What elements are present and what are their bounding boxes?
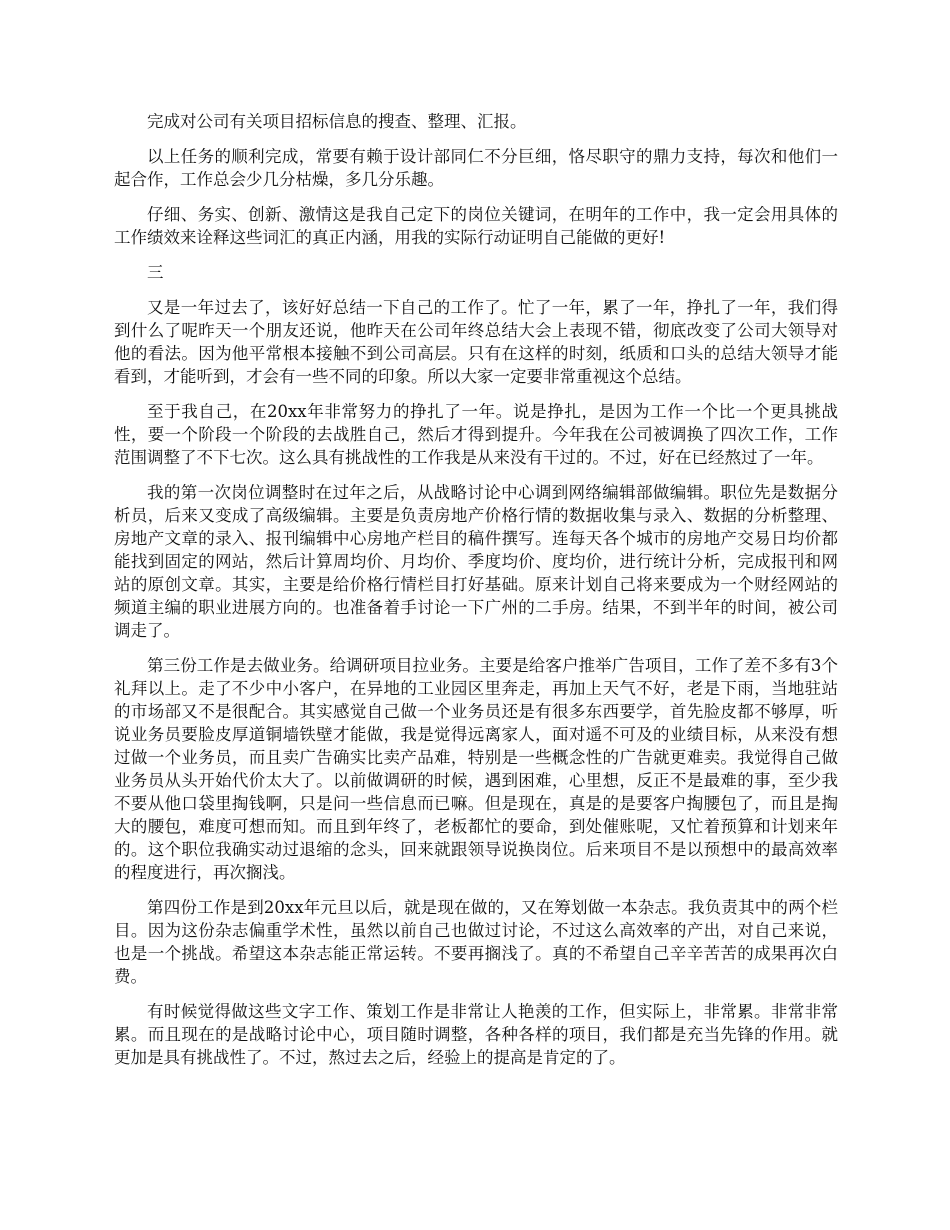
paragraph-7: 第三份工作是去做业务。给调研项目拉业务。主要是给客户推举广告项目，工作了差不多有3个礼拜以上。走了不少中小客户，在异地的工业园区里奔走，再加上天气不好，老是下雨，当地驻站的市场部又不是很配合。其实感觉自己做一个业务员还是有很多东西要学，首先脸皮都不够厚，听说业务员要脸皮厚道铜墙铁壁才能做，我是觉得远离家人，面对遥不可及的业绩目标，从来没有想过做一个业务员，而且卖广告确实比卖产品难，特别是一些概念性的广告就更难卖。我觉得自己做业务员从头开始代价太大了。以前做调研的时候，遇到困难，心里想，反正不是最难的事，至少我不要从他口袋里掏钱啊，只是问一些信息而已嘛。但是现在，真是的是要客户掏腰包了，而且是掏大的腰包，难度可想而知。而且到年终了，老板都忙的要命，到处催账呢，又忙着预算和计划来年的。这个职位我确实动过退缩的念头，回来就跟领导说换岗位。后来项目不是以预想中的最高效率的程度进行，再次搁浅。 (114, 656, 838, 882)
paragraph-1: 完成对公司有关项目招标信息的搜查、整理、汇报。 (147, 112, 527, 131)
paragraph-6: 我的第一次岗位调整时在过年之后，从战略讨论中心调到网络编辑部做编辑。职位先是数据分析员，后来又变成了高级编辑。主要是负责房地产价格行情的数据收集与录入、数据的分析整理、房地产文章的录入、报刊编辑中心房地产栏目的稿件撰写。连每天各个城市的房地产交易日均价都能找到固定的网站，然后计算周均价、月均价、季度均价、度均价，进行统计分析，完成报刊和网站的原创文章。其实，主要是给价格行情栏目打好基础。原来计划自己将来要成为一个财经网站的频道主编的职业进展方向的。也准备着手讨论一下广州的二手房。结果，不到半年的时间，被公司调走了。 (114, 483, 838, 640)
document-page (114, 110, 838, 1081)
paragraph-9: 有时候觉得做这些文字工作、策划工作是非常让人艳羡的工作，但实际上，非常累。非常非常累。而且现在的是战略讨论中心，项目随时调整，各种各样的项目，我们都是充当先锋的作用。就更加是具有挑战性了。不过，熬过去之后，经验上的提高是肯定的了。 (114, 1002, 838, 1067)
paragraph-4: 又是一年过去了，该好好总结一下自己的工作了。忙了一年，累了一年，挣扎了一年，我们得到什么了呢昨天一个朋友还说，他昨天在公司年终总结大会上表现不错，彻底改变了公司大领导对他的看法。因为他平常根本接触不到公司高层。只有在这样的时刻，纸质和口头的总结大领导才能看到，才能听到，才会有一些不同的印象。所以大家一定要非常重视这个总结。 (114, 298, 838, 386)
paragraph-3: 仔细、务实、创新、激情这是我自己定下的岗位关键词，在明年的工作中，我一定会用具体的工作绩效来诠释这些词汇的真正内涵，用我的实际行动证明自己能做的更好! (114, 205, 838, 247)
paragraph-5: 至于我自己，在20xx年非常努力的挣扎了一年。说是挣扎，是因为工作一个比一个更具挑战性，要一个阶段一个阶段的去战胜自己，然后才得到提升。今年我在公司被调换了四次工作，工作范围调整了不下七次。这么具有挑战性的工作我是从来没有干过的。不过，好在已经熬过了一年。 (114, 402, 838, 467)
section-heading-3: 三 (147, 263, 164, 282)
paragraph-8: 第四份工作是到20xx年元旦以后，就是现在做的，又在筹划做一本杂志。我负责其中的两个栏目。因为这份杂志偏重学术性，虽然以前自己也做过讨论，不过这么高效率的产出，对自己来说，也是一个挑战。希望这本杂志能正常运转。不要再搁浅了。真的不希望自己辛辛苦苦的成果再次白费。 (114, 898, 838, 986)
paragraph-2: 以上任务的顺利完成，常要有赖于设计部同仁不分巨细，恪尽职守的鼎力支持，每次和他们一起合作，工作总会少几分枯燥，多几分乐趣。 (114, 147, 838, 189)
